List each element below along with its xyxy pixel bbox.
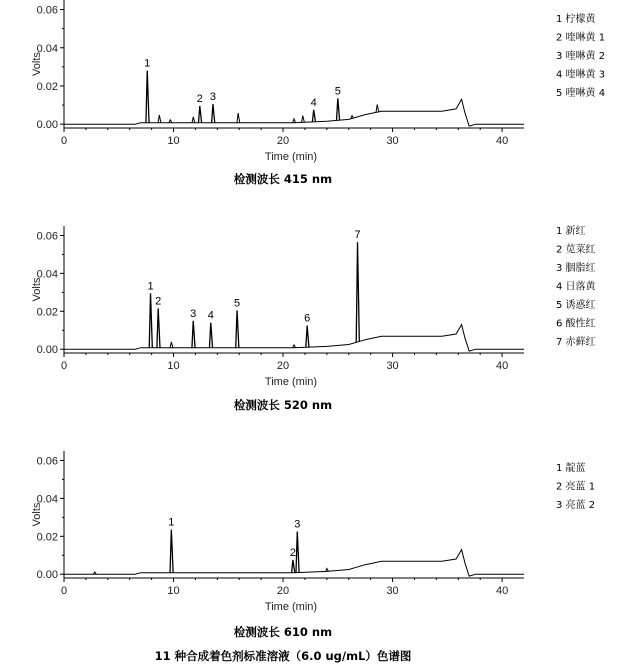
- chromatogram-trace: [64, 325, 524, 352]
- y-axis-label: Volts: [31, 52, 43, 76]
- x-tick-label: 0: [60, 135, 68, 147]
- panel-caption: 检测波长 415 nm: [233, 172, 333, 186]
- legend-entry: 1 柠檬黄: [556, 14, 596, 25]
- peak-6: [306, 326, 309, 348]
- y-tick-label: 0.02: [36, 531, 58, 544]
- minor-peak: [170, 342, 173, 348]
- minor-peak: [302, 116, 305, 123]
- y-tick-label: 0.00: [36, 344, 58, 357]
- minor-peak: [192, 117, 195, 123]
- peak-7: [356, 242, 359, 342]
- x-tick-label: 10: [167, 360, 180, 372]
- legend-entry: 2 亮蓝 1: [556, 481, 596, 493]
- x-tick-label: 10: [167, 135, 180, 147]
- minor-peak: [237, 113, 240, 123]
- peak-4: [312, 110, 315, 122]
- legend-entry: 5 喹啉黄 4: [556, 88, 606, 99]
- peak-label-3: 3: [294, 518, 301, 531]
- panel-caption: 检测波长 520 nm: [233, 398, 333, 412]
- x-axis-label: Time (min): [264, 376, 318, 388]
- x-tick-label: 30: [386, 585, 399, 597]
- legend-entry: 5 诱惑红: [556, 300, 596, 311]
- peak-label-3: 3: [209, 91, 217, 104]
- y-tick-label: 0.00: [36, 119, 58, 132]
- peak-label-2: 2: [196, 93, 203, 106]
- x-tick-label: 20: [276, 585, 290, 597]
- x-tick-label: 0: [60, 360, 68, 372]
- x-tick-label: 0: [60, 585, 68, 597]
- peak-label-4: 4: [207, 309, 214, 322]
- legend-entry: 3 胭脂红: [556, 263, 596, 274]
- y-axis-label: Volts: [31, 502, 43, 527]
- peak-label-5: 5: [233, 297, 241, 310]
- legend-entry: 3 喹啉黄 2: [556, 51, 606, 62]
- peak-5: [337, 98, 340, 120]
- chromatogram-trace: [64, 96, 524, 126]
- legend-entry: 2 喹啉黄 1: [556, 32, 606, 44]
- y-tick-label: 0.02: [36, 306, 58, 319]
- peak-label-1: 1: [168, 516, 175, 529]
- peak-3: [296, 532, 299, 573]
- y-tick-label: 0.04: [36, 493, 58, 506]
- peak-label-6: 6: [304, 312, 311, 325]
- peak-2: [292, 560, 295, 573]
- y-tick-label: 0.06: [36, 230, 58, 243]
- peak-label-1: 1: [147, 280, 154, 293]
- legend-entry: 4 日落黄: [556, 281, 596, 293]
- minor-peak: [376, 104, 379, 112]
- x-axis-label: Time (min): [264, 151, 318, 163]
- peak-2: [199, 106, 202, 123]
- peak-4: [209, 323, 212, 348]
- peak-label-2: 2: [289, 546, 296, 559]
- x-tick-label: 40: [495, 135, 509, 147]
- peak-5: [236, 310, 239, 347]
- legend-entry: 4 喹啉黄 3: [556, 69, 606, 81]
- x-tick-label: 30: [386, 360, 399, 372]
- y-tick-label: 0.06: [36, 4, 58, 17]
- panel-caption: 检测波长 610 nm: [233, 625, 333, 639]
- peak-1: [170, 530, 173, 573]
- y-tick-label: 0.00: [36, 569, 58, 582]
- figure-caption: 11 种合成着色剂标准溶液（6.0 ug/mL）色谱图: [154, 649, 412, 663]
- x-tick-label: 40: [495, 585, 509, 597]
- y-tick-label: 0.04: [36, 42, 58, 55]
- legend-entry: 2 苋菜红: [556, 244, 596, 256]
- legend-entry: 7 赤藓红: [556, 337, 596, 348]
- y-tick-label: 0.06: [36, 455, 58, 468]
- peak-label-7: 7: [354, 229, 361, 242]
- legend-entry: 1 靛蓝: [556, 463, 586, 474]
- x-tick-label: 10: [167, 585, 180, 597]
- x-axis-label: Time (min): [264, 601, 318, 613]
- peak-3: [192, 321, 195, 348]
- x-tick-label: 20: [276, 360, 290, 372]
- legend-entry: 6 酸性红: [556, 318, 596, 330]
- x-tick-label: 30: [386, 135, 399, 147]
- minor-peak: [158, 115, 161, 123]
- peak-1: [149, 293, 152, 347]
- peak-3: [212, 104, 215, 123]
- peak-label-3: 3: [190, 307, 197, 320]
- peak-1: [146, 71, 149, 123]
- y-tick-label: 0.04: [36, 268, 58, 281]
- minor-peak: [293, 119, 296, 123]
- legend-entry: 1 新红: [556, 226, 586, 237]
- peak-label-1: 1: [144, 57, 151, 70]
- peak-label-2: 2: [155, 295, 162, 308]
- peak-label-5: 5: [334, 85, 341, 98]
- peak-label-4: 4: [310, 96, 317, 109]
- y-tick-label: 0.02: [36, 80, 58, 93]
- x-tick-label: 40: [495, 360, 509, 372]
- y-axis-label: Volts: [31, 277, 43, 302]
- peak-2: [157, 308, 160, 347]
- x-tick-label: 20: [276, 135, 290, 147]
- legend-entry: 3 亮蓝 2: [556, 500, 596, 511]
